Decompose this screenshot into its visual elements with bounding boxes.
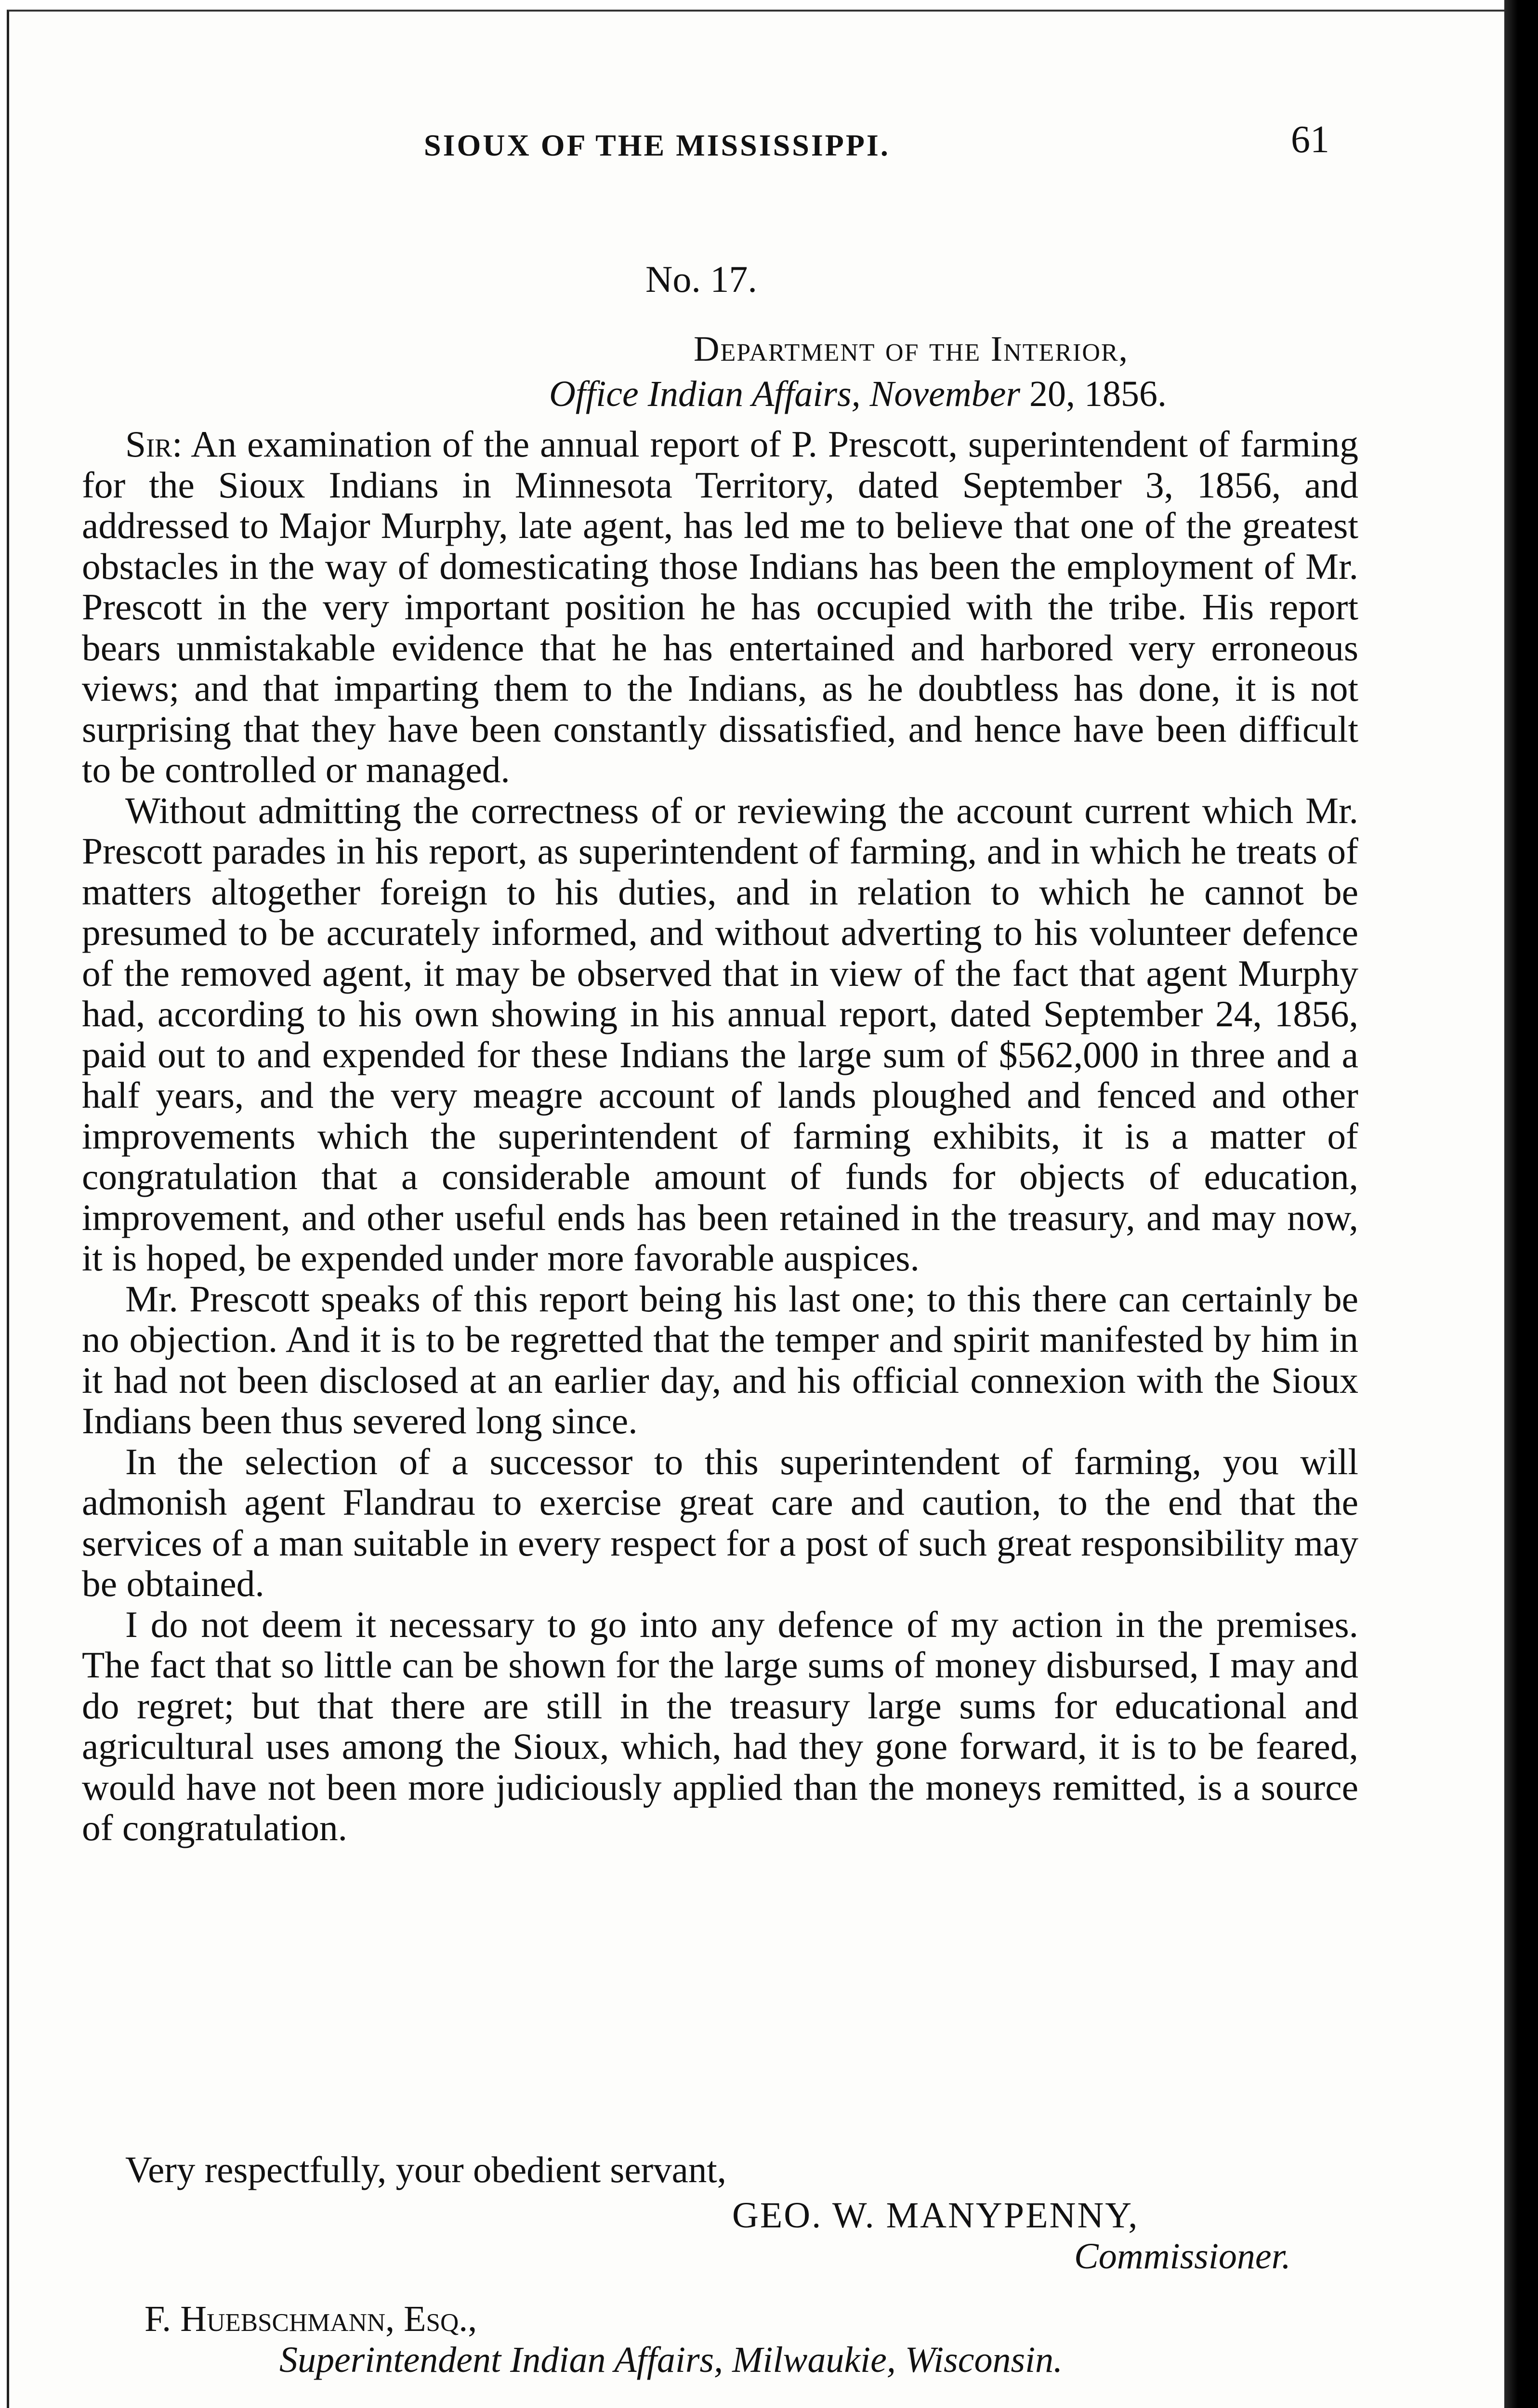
paragraph-1-text: An examination of the annual report of P. Prescott, superintendent of farming for the Sioux Indians in Minnesota Territory, dated September 3, 1856, and addressed to Major Murphy, late agent, has led me to believe that one of the greatest obstacles in the way of domesticating those Indians has been the employment of Mr. Prescott in the very important position he has occupied with the tribe. His report bears unmistakable evidence that he has entertained and harbored very erroneous views; and that imparting them to the Indians, as he doubtless has done, it is not surprising that they have been constantly dissatisfied, and hence have been difficult to be controlled or managed. bbox=[82, 423, 1358, 790]
addressee-initial: F. bbox=[145, 2299, 171, 2339]
date-tail: 20, 1856. bbox=[1029, 374, 1167, 414]
page-number: 61 bbox=[1291, 118, 1329, 161]
paragraph-1 bbox=[82, 424, 1358, 790]
running-title: SIOUX OF THE MISSISSIPPI. bbox=[424, 128, 890, 162]
paragraph-2: Without admitting the correctness of or reviewing the account current which Mr. Prescott parades in his report, as superintendent of farming, and in which he treats of matters altogether foreign to his duties, and in relation to which he cannot be presumed to be accurately informed, and without adverting to his volunteer defence of the removed agent, it may be observed that in view of the fact that agent Murphy had, according to his own showing in his annual report, dated September 24, 1856, paid out to and expended for these Indians the large sum of $562,000 in three and a half years, and the very meagre account of lands ploughed and fenced and other improvements which the superintendent of farming exhibits, it is a matter of congratulation that a considerable amount of funds for objects of education, improvement, and other useful ends has been retained in the treasury, and may now, it is hoped, be expended under more favorable auspices. bbox=[82, 789, 1358, 1279]
department-heading: Department of the Interior, bbox=[694, 329, 1129, 369]
paragraph-3: Mr. Prescott speaks of this report being his last one; to this there can certainly be no objection. And it is to be regretted that the temper and spirit manifested by him in it had not been disclosed at an earlier day, and his official connexion with the Sioux Indians been thus severed long since. bbox=[82, 1278, 1358, 1441]
letter-body bbox=[82, 424, 1358, 1848]
closing-line: Very respectfully, your obedient servant, bbox=[125, 2149, 726, 2190]
signer-title: Commissioner. bbox=[1074, 2236, 1291, 2277]
scan-edge-shadow bbox=[1504, 0, 1538, 2408]
paragraph-5: I do not deem it necessary to go into any defence of my action in the premises. The fact that so little can be shown for the large sums of money disbursed, I may and do regret; but that there are still in the treasury large sums for educational and agricultural uses among the Sioux, which, had they gone forward, it is to be feared, would have not been more judiciously applied than the moneys remitted, is a source of congratulation. bbox=[82, 1603, 1358, 1848]
paragraph-4: In the selection of a successor to this superintendent of farming, you will admonish agent Flandrau to exercise great care and caution, to the end that the services of a man suitable in every respect for a post of such great responsibility may be obtained. bbox=[82, 1440, 1358, 1604]
signer-name: GEO. W. MANYPENNY, bbox=[732, 2195, 1139, 2236]
office-and-date bbox=[549, 371, 1167, 417]
addressee-name: Huebschmann, Esq., bbox=[180, 2299, 477, 2339]
salutation: Sir: bbox=[125, 423, 183, 465]
addressee-title: Superintendent Indian Affairs, Milwaukie, Wisconsin. bbox=[279, 2340, 1063, 2380]
document-number: No. 17. bbox=[645, 258, 757, 300]
addressee bbox=[145, 2297, 477, 2341]
office-line: Office Indian Affairs, November bbox=[549, 374, 1021, 414]
